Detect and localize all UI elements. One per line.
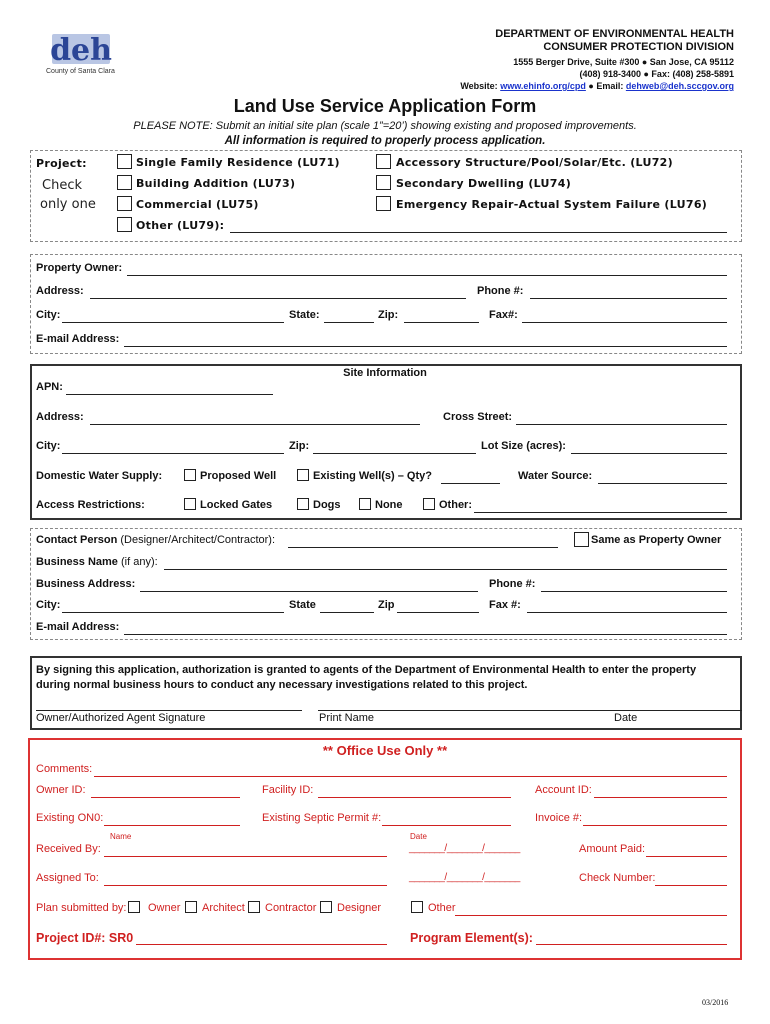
project-hint-1: Check (42, 178, 82, 193)
none-label: None (375, 499, 403, 511)
apn-field[interactable] (66, 382, 273, 395)
signature-label: Owner/Authorized Agent Signature (36, 712, 206, 724)
checkbox-lu72[interactable] (376, 154, 391, 169)
checkbox-proposed-well[interactable] (184, 469, 196, 481)
label-lu72: Accessory Structure/Pool/Solar/Etc. (LU72) (396, 156, 673, 169)
checkbox-lu73[interactable] (117, 175, 132, 190)
comments-label: Comments: (36, 763, 93, 775)
site-city-field[interactable] (62, 441, 284, 454)
amount-paid-label: Amount Paid: (579, 843, 646, 855)
svg-text:deh: deh (50, 33, 112, 68)
plan-architect-label: Architect (202, 902, 245, 914)
email-label: ● Email: (588, 81, 624, 91)
business-name-label: Business Name (if any): (36, 556, 158, 568)
note-required: All information is required to properly process application. (224, 135, 546, 147)
owner-city-label: City: (36, 309, 61, 321)
cross-street-label: Cross Street: (443, 411, 513, 423)
dept-name: DEPARTMENT OF ENVIRONMENTAL HEALTH (495, 28, 734, 40)
print-name-label: Print Name (319, 712, 375, 724)
checkbox-access-other[interactable] (423, 498, 435, 510)
apn-label: APN: (36, 381, 63, 393)
business-name-field[interactable] (164, 557, 727, 570)
form-title: Land Use Service Application Form (233, 96, 537, 116)
owner-phone-field[interactable] (530, 286, 727, 299)
plan-owner-label: Owner (148, 902, 181, 914)
website-label: Website: (460, 81, 498, 91)
logo (38, 30, 128, 80)
access-other-field[interactable] (474, 500, 727, 513)
owner-address-field[interactable] (90, 286, 466, 299)
same-as-owner-label: Same as Property Owner (591, 534, 722, 546)
checkbox-dogs[interactable] (297, 498, 309, 510)
check-number-field[interactable] (655, 873, 727, 886)
business-address-label: Business Address: (36, 578, 136, 590)
septic-permit-field[interactable] (382, 813, 511, 826)
contact-person-field[interactable] (288, 535, 558, 548)
website-link[interactable]: www.ehinfo.org/cpd (500, 81, 586, 91)
revision-date: 03/2016 (702, 998, 729, 1007)
checkbox-plan-other[interactable] (411, 901, 423, 913)
label-lu71: Single Family Residence (LU71) (136, 156, 340, 169)
proposed-well-label: Proposed Well (200, 470, 277, 482)
contact-city-label: City: (36, 599, 61, 611)
other-lu79-field[interactable] (230, 220, 727, 233)
water-supply-label: Domestic Water Supply: (36, 470, 163, 482)
signature-field[interactable] (36, 710, 302, 711)
plan-other-field[interactable] (455, 903, 727, 916)
checkbox-lu74[interactable] (376, 175, 391, 190)
contact-fax-label: Fax #: (489, 599, 521, 611)
label-lu76: Emergency Repair-Actual System Failure (LU76) (396, 198, 708, 211)
dept-phones: (408) 918-3400 ● Fax: (408) 258-5891 (579, 69, 734, 79)
site-city-label: City: (36, 440, 61, 452)
assigned-to-label: Assigned To: (36, 872, 99, 884)
contact-state-field[interactable] (320, 600, 374, 613)
existing-well-qty-field[interactable] (441, 471, 500, 484)
received-by-field[interactable] (104, 844, 387, 857)
locked-gates-label: Locked Gates (200, 499, 273, 511)
owner-id-field[interactable] (91, 785, 240, 798)
checkbox-plan-architect[interactable] (185, 901, 197, 913)
plan-other-label: Other (428, 902, 456, 914)
plan-designer-label: Designer (337, 902, 382, 914)
dept-block (460, 28, 734, 92)
owner-email-label: E-mail Address: (36, 333, 120, 345)
checkbox-lu71[interactable] (117, 154, 132, 169)
dogs-label: Dogs (313, 499, 341, 511)
checkbox-none[interactable] (359, 498, 371, 510)
owner-fax-label: Fax#: (489, 309, 518, 321)
account-id-label: Account ID: (535, 784, 592, 796)
date-caption: Date (410, 832, 427, 841)
septic-permit-label: Existing Septic Permit #: (262, 812, 382, 824)
dept-web-line (460, 80, 734, 92)
dept-address: 1555 Berger Drive, Suite #300 ● San Jose, CA 95112 (513, 57, 734, 67)
contact-fax-field[interactable] (527, 600, 727, 613)
owner-email-field[interactable] (124, 334, 727, 347)
label-lu75: Commercial (LU75) (136, 198, 259, 211)
site-address-label: Address: (36, 411, 84, 423)
site-zip-label: Zip: (289, 440, 310, 452)
owner-city-field[interactable] (62, 310, 284, 323)
office-use-heading: ** Office Use Only ** (322, 743, 448, 758)
checkbox-plan-contractor[interactable] (248, 901, 260, 913)
contact-person-label: Contact Person (Designer/Architect/Contractor): (36, 534, 276, 546)
contact-phone-label: Phone #: (489, 578, 536, 590)
checkbox-lu76[interactable] (376, 196, 391, 211)
owner-fax-field[interactable] (522, 310, 727, 323)
label-lu79: Other (LU79): (136, 219, 225, 232)
check-number-label: Check Number: (579, 872, 656, 884)
contact-city-field[interactable] (62, 600, 284, 613)
label-lu74: Secondary Dwelling (LU74) (396, 177, 572, 190)
assigned-to-field[interactable] (104, 873, 387, 886)
existing-on0-label: Existing ON0: (36, 812, 104, 824)
project-id-label: Project ID#: SR0 (36, 931, 134, 945)
existing-on0-field[interactable] (104, 813, 240, 826)
site-address-field[interactable] (90, 412, 420, 425)
owner-phone-label: Phone #: (477, 285, 524, 297)
name-caption: Name (110, 832, 132, 841)
checkbox-plan-designer[interactable] (320, 901, 332, 913)
checkbox-lu79[interactable] (117, 217, 132, 232)
label-lu73: Building Addition (LU73) (136, 177, 296, 190)
checkbox-locked-gates[interactable] (184, 498, 196, 510)
invoice-field[interactable] (583, 813, 727, 826)
received-date-field[interactable]: _______/_______/_______ (409, 843, 520, 854)
note-line: PLEASE NOTE: Submit an initial site plan (scale 1”=20’) showing existing and proposed improvements. (133, 120, 637, 132)
owner-state-field[interactable] (324, 310, 374, 323)
date-label: Date (614, 712, 638, 724)
facility-id-label: Facility ID: (262, 784, 314, 796)
logo-caption: County of Santa Clara (46, 68, 115, 75)
water-source-field[interactable] (598, 471, 727, 484)
email-link[interactable]: dehweb@deh.sccgov.org (625, 81, 734, 91)
owner-zip-label: Zip: (378, 309, 399, 321)
contact-email-label: E-mail Address: (36, 621, 120, 633)
program-element-label: Program Element(s): (410, 931, 533, 945)
cross-street-field[interactable] (516, 412, 727, 425)
project-label: Project: (36, 157, 87, 170)
project-hint-2: only one (40, 197, 96, 212)
contact-email-field[interactable] (124, 622, 727, 635)
comments-field[interactable] (94, 764, 727, 777)
account-id-field[interactable] (594, 785, 727, 798)
business-address-field[interactable] (140, 579, 478, 592)
authorization-text: By signing this application, authorization is granted to agents of the Department of Environmental Health to enter the property during normal business hours to conduct any necessary investigations related to this project. (36, 664, 697, 691)
owner-address-label: Address: (36, 285, 84, 297)
access-other-label: Other: (439, 499, 472, 511)
property-owner-field[interactable] (127, 263, 727, 276)
lot-size-field[interactable] (571, 441, 727, 454)
contact-zip-field[interactable] (397, 600, 479, 613)
checkbox-lu75[interactable] (117, 196, 132, 211)
checkbox-same-as-owner[interactable] (574, 532, 589, 547)
plan-contractor-label: Contractor (265, 902, 317, 914)
site-heading: Site Information (343, 367, 427, 379)
amount-paid-field[interactable] (646, 844, 727, 857)
contact-zip-label: Zip (378, 599, 395, 611)
existing-well-label: Existing Well(s) – Qty? (313, 470, 432, 482)
site-zip-field[interactable] (313, 441, 476, 454)
facility-id-field[interactable] (318, 785, 511, 798)
checkbox-existing-well[interactable] (297, 469, 309, 481)
owner-state-label: State: (289, 309, 320, 321)
checkbox-plan-owner[interactable] (128, 901, 140, 913)
owner-id-label: Owner ID: (36, 784, 86, 796)
project-id-field[interactable] (136, 932, 387, 945)
assigned-date-field[interactable]: _______/_______/_______ (409, 872, 520, 883)
lot-size-label: Lot Size (acres): (481, 440, 566, 452)
plan-submitted-label: Plan submitted by: (36, 902, 127, 914)
program-element-field[interactable] (536, 932, 727, 945)
invoice-label: Invoice #: (535, 812, 583, 824)
print-name-field[interactable] (318, 710, 742, 711)
water-source-label: Water Source: (518, 470, 593, 482)
received-by-label: Received By: (36, 843, 101, 855)
property-owner-label: Property Owner: (36, 262, 123, 274)
access-label: Access Restrictions: (36, 499, 145, 511)
contact-phone-field[interactable] (541, 579, 727, 592)
owner-zip-field[interactable] (404, 310, 479, 323)
division-name: CONSUMER PROTECTION DIVISION (543, 41, 734, 53)
contact-state-label: State (289, 599, 316, 611)
